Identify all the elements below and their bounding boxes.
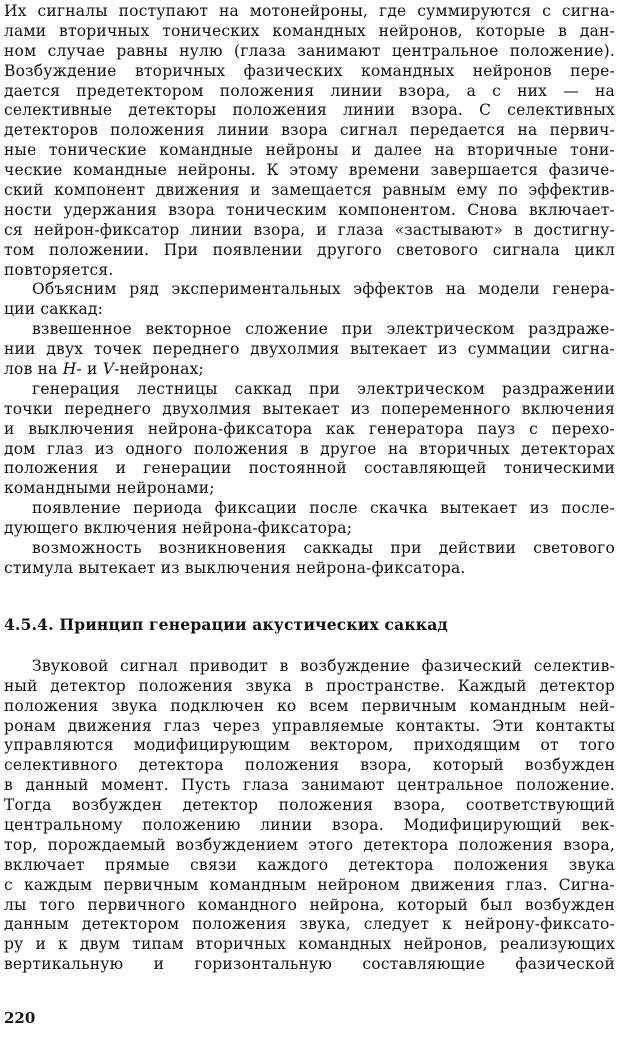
text-line: ся нейрон-фиксатор линии взора, и глаза «застывают» в достигну- xyxy=(4,220,615,239)
text-line: ру и к двум типам вторичных командных нейронов, реализующих xyxy=(4,935,615,954)
text-line: управляются модифицирующим вектором, приходящим от того xyxy=(4,736,615,755)
text-line: селективные детекторы положения линии взора. С селективных xyxy=(4,101,615,120)
section-title: Принцип генерации акустических саккад xyxy=(59,614,448,634)
text-line: ский компонент движения и замещается равным ему по эффектив- xyxy=(4,181,615,200)
text-line: лы того первичного командного нейрона, который был возбужден xyxy=(4,895,615,914)
text-line: лами вторичных тонических командных нейронов, которые в дан- xyxy=(4,21,615,40)
page-number: 220 xyxy=(4,1009,36,1027)
text-line: вертикальную и горизонтальную составляющие фазической xyxy=(4,955,615,974)
text-line: ный детектор положения звука в пространстве. Каждый детектор xyxy=(4,676,615,695)
text-line: возможность возникновения саккады при действии светового xyxy=(32,539,615,558)
section-number: 4.5.4. xyxy=(4,614,54,634)
text-line: и выключения нейрона-фиксатора как генератора пауз с перехо- xyxy=(4,419,615,438)
text-fragment: - и xyxy=(76,360,103,379)
text-line: положения звука подключен ко всем первичным командным ней- xyxy=(4,696,615,715)
page-text xyxy=(4,2,615,975)
spacer xyxy=(4,635,615,657)
text-line: дом глаз из одного положения в другое на вторичных детекторах xyxy=(4,439,615,458)
paragraph-1 xyxy=(4,2,615,280)
text-line: ческие командные нейроны. К этому времени завершается фазиче- xyxy=(4,161,615,180)
variable-h: H xyxy=(62,360,77,379)
text-line: детекторов положения линии взора сигнал передается на первич- xyxy=(4,121,615,140)
text-fragment: лов на xyxy=(4,360,63,379)
text-line: повторяется. xyxy=(4,260,114,279)
text-line: данным детектором положения звука, следует к нейрону-фиксато- xyxy=(4,915,615,934)
text-line xyxy=(4,360,615,380)
effect-item-2 xyxy=(4,380,615,499)
text-line: генерация лестницы саккад при электрическом раздражении xyxy=(32,379,615,398)
text-line: точки переднего двухолмия вытекает из попеременного включения xyxy=(4,399,615,418)
paragraph-2 xyxy=(4,280,615,320)
text-line: ронам движения глаз через управляемые контакты. Эти контакты xyxy=(4,716,615,735)
text-line: ном случае равны нулю (глаза занимают центральное положение). xyxy=(4,41,615,60)
text-line: нии двух точек переднего двухолмия вытекает из суммации сигна- xyxy=(4,340,615,359)
text-line: взвешенное векторное сложение при электрическом раздраже- xyxy=(32,320,615,339)
text-line: ции саккад: xyxy=(4,300,104,319)
text-line: с каждым первичным командным нейроном движения глаз. Сигна- xyxy=(4,875,615,894)
text-line: положения и генерации постоянной составляющей тоническими xyxy=(4,459,615,478)
effect-item-1 xyxy=(4,320,615,380)
effect-item-4 xyxy=(4,539,615,579)
spacer xyxy=(4,579,615,615)
text-line: дующего включения нейрона-фиксатора; xyxy=(4,519,353,538)
text-line: появление периода фиксации после скачка вытекает из после- xyxy=(32,499,615,518)
section-heading xyxy=(4,615,615,635)
text-line: селективного детектора положения взора, который возбужден xyxy=(4,756,615,775)
text-line: центральному положению линии взора. Модифицирующий век- xyxy=(4,815,615,834)
text-line: дается предетектором положения линии взора, а с них — на xyxy=(4,81,615,100)
text-line: командными нейронами; xyxy=(4,479,215,498)
text-line: Возбуждение вторичных фазических командных нейронов пере- xyxy=(4,61,615,80)
variable-v: V xyxy=(102,360,115,379)
text-line: включает прямые связи каждого детектора положения звука xyxy=(4,855,615,874)
text-line: стимула вытекает из выключения нейрона-фиксатора. xyxy=(4,558,466,577)
text-line: Тогда возбужден детектор положения взора, соответствующий xyxy=(4,796,615,815)
text-line: тор, порождаемый возбуждением этого детектора положения взора, xyxy=(4,835,615,854)
text-line: Звуковой сигнал приводит в возбуждение фазический селектив- xyxy=(32,656,615,675)
effect-item-3 xyxy=(4,499,615,539)
text-line: в данный момент. Пусть глаза занимают центральное положение. xyxy=(4,776,615,795)
text-line: ные тонические командные нейроны и далее на вторичные тони- xyxy=(4,141,615,160)
text-line: Объясним ряд экспериментальных эффектов на модели генера- xyxy=(32,280,615,299)
text-line: ности удержания взора тоническим компонентом. Снова включает- xyxy=(4,200,615,219)
text-fragment: -нейронах; xyxy=(114,360,204,379)
text-line: Их сигналы поступают на мотонейроны, где суммируются с сигна- xyxy=(4,2,615,20)
paragraph-3 xyxy=(4,657,615,975)
text-line: том положении. При появлении другого светового сигнала цикл xyxy=(4,240,615,259)
